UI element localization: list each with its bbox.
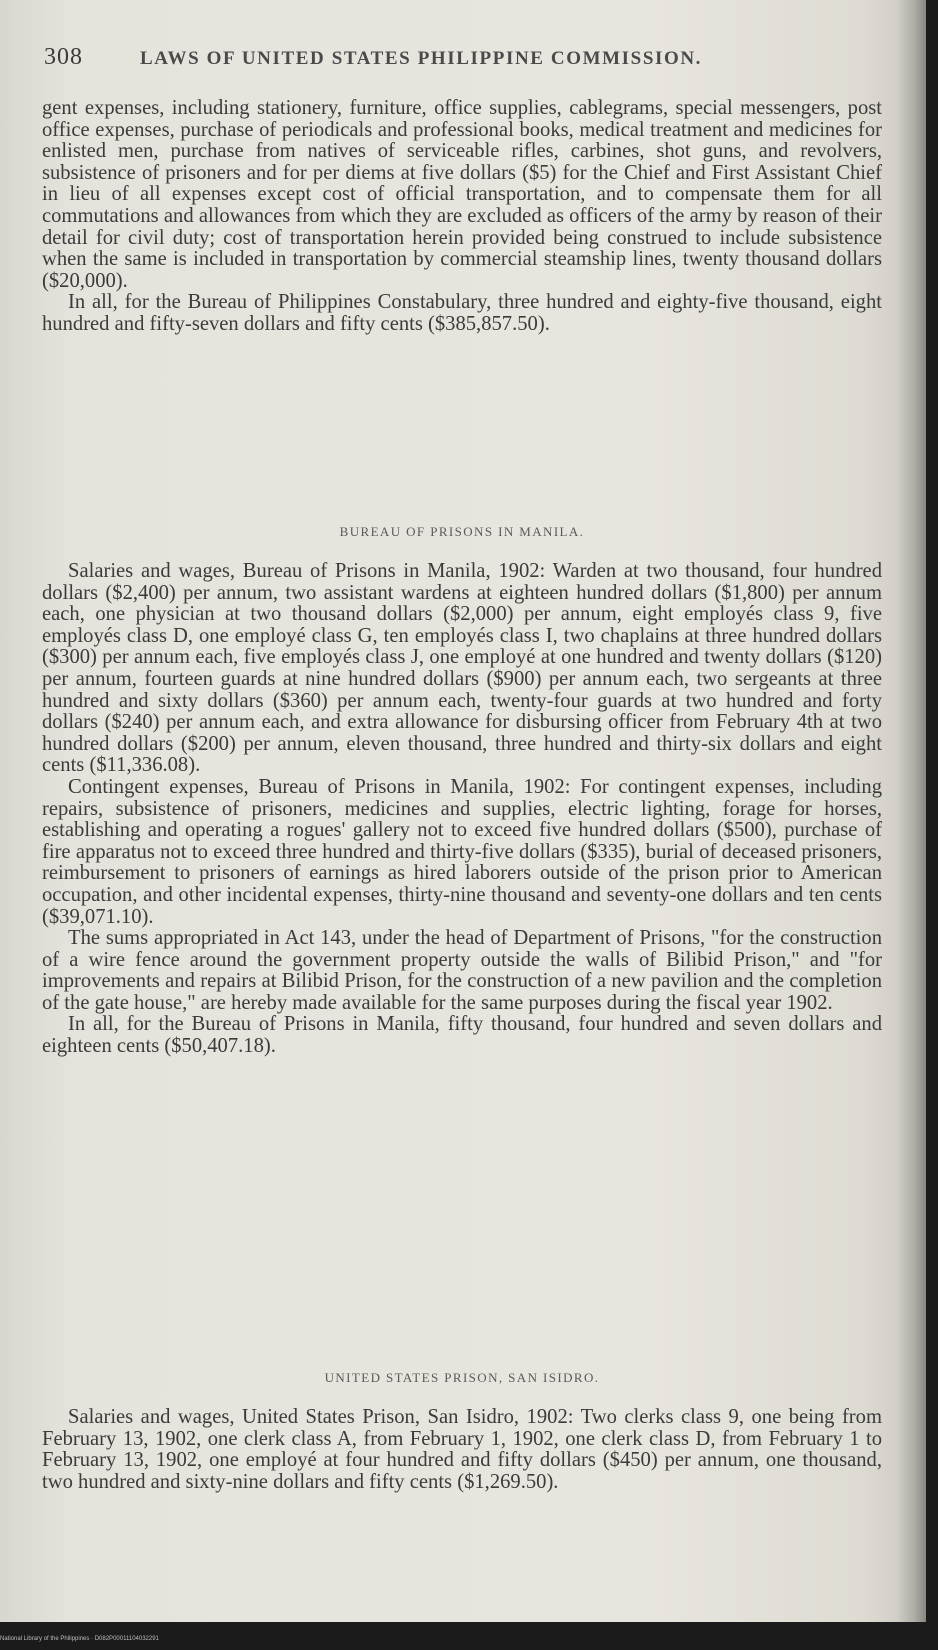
- paragraph: Salaries and wages, United States Prison, San Isidro, 1902: Two clerks class 9, one being from February 13, 1902, one clerk class A, from February 1, 1902, one clerk class D, from February 1 to February 13, 1902, one employé at four hundred and fifty dollars ($450) per annum, one thousand, two hundred and sixty-nine dollars and fifty cents ($1,269.50).: [42, 1406, 882, 1493]
- san-isidro-text-block: [42, 1407, 882, 1493]
- paragraph: The sums appropriated in Act 143, under the head of Department of Prisons, "for the construction of a wire fence around the government property outside the walls of Bilibid Prison," and "for improvements and repairs at Bilibid Prison, for the construction of a new pavilion and the completion of the gate house," are hereby made available for the same purposes during the fiscal year 1902.: [42, 927, 882, 1014]
- paragraph: In all, for the Bureau of Philippines Constabulary, three hundred and eighty-five thousand, eight hundred and fifty-seven dollars and fifty cents ($385,857.50).: [42, 291, 882, 335]
- page-edge-shadow: [896, 0, 926, 1622]
- section-heading-san-isidro-prison: UNITED STATES PRISON, SAN ISIDRO.: [324, 1370, 600, 1385]
- paragraph: In all, for the Bureau of Prisons in Manila, fifty thousand, four hundred and seven dollars and eighteen cents ($50,407.18).: [42, 1013, 882, 1058]
- page-header: [44, 44, 884, 71]
- paragraph: Contingent expenses, Bureau of Prisons in Manila, 1902: For contingent expenses, including repairs, subsistence of prisoners, medicines and supplies, electric lighting, forage for horses, establishing and operating a rogues' gallery not to exceed five hundred dollars ($500), purchase of fire apparatus not to exceed three hundred and thirty-five dollars ($335), burial of deceased prisoners, reimbursement to prisoners of earnings as hired laborers outside of the prison prior to American occupation, and other incidental expenses, thirty-nine thousand and seventy-one dollars and ten cents ($39,071.10).: [42, 775, 882, 928]
- bureau-of-prisons-text-block: [42, 561, 882, 1058]
- scan-footer: National Library of the Philippines · D082P00011104032291: [0, 1636, 159, 1642]
- running-head: LAWS OF UNITED STATES PHILIPPINE COMMISSION.: [140, 48, 703, 69]
- section-heading-bureau-of-prisons: BUREAU OF PRISONS IN MANILA.: [339, 524, 585, 539]
- page-number: 308: [44, 44, 83, 70]
- paragraph: Salaries and wages, Bureau of Prisons in Manila, 1902: Warden at two thousand, four hundred dollars ($2,400) per annum, two assistant wardens at eighteen hundred dollars ($1,800) per annum each, one physician at two thousand dollars ($2,000) per annum, eight employés class 9, five employés class D, one employé class G, ten employés class I, two chaplains at three hundred dollars ($300) per annum each, five employés class J, one employé at one hundred and twenty dollars ($120) per annum, fourteen guards at nine hundred dollars ($900) per annum each, two sergeants at three hundred and sixty dollars ($360) per annum each, twenty-four guards at two hundred and forty dollars ($240) per annum each, and extra allowance for disbursing officer from February 4th at two hundred dollars ($200) per annum, eleven thousand, three hundred and thirty-six dollars and eight cents ($11,336.08).: [42, 560, 882, 777]
- constabulary-text-block: [42, 98, 882, 336]
- paragraph: gent expenses, including stationery, furniture, office supplies, cablegrams, special messengers, post office expenses, purchase of periodicals and professional books, medical treatment and medicines for enlisted men, purchase from natives of serviceable rifles, carbines, shot guns, and revolvers, subsistence of prisoners and for per diems at five dollars ($5) for the Chief and First Assistant Chief in lieu of all expenses except cost of official transportation, and to compensate them for all commutations and allowances from which they are excluded as officers of the army by reason of their detail for civil duty; cost of transportation herein provided being construed to include subsistence when the same is included in transportation by commercial steamship lines, twenty thousand dollars ($20,000).: [42, 97, 882, 292]
